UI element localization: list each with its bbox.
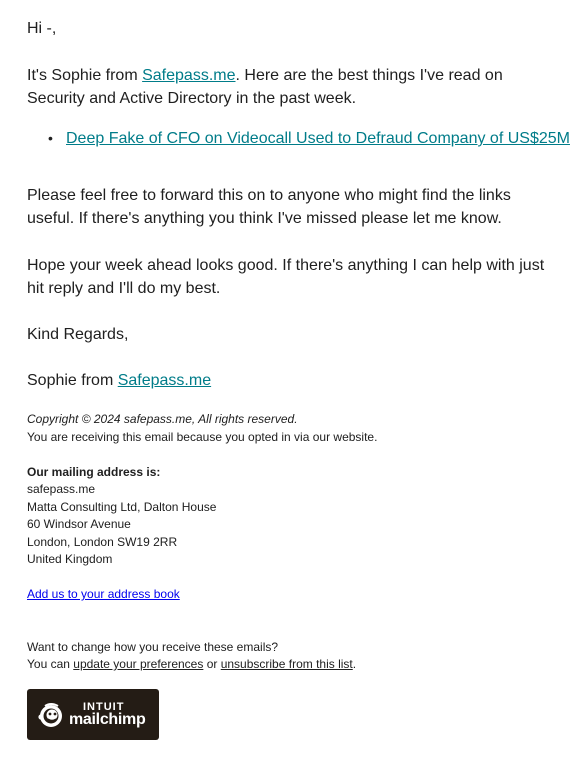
copyright: Copyright © 2024 safepass.me, All rights reserved. (27, 412, 298, 426)
address-line: London, London SW19 2RR (27, 534, 178, 549)
signature-safepass-link[interactable]: Safepass.me (117, 372, 212, 389)
you-can-text: You can (27, 657, 74, 671)
intro-paragraph (27, 64, 557, 110)
update-preferences-link[interactable]: update your preferences (73, 657, 204, 671)
address-line: Matta Consulting Ltd, Dalton House (27, 499, 217, 514)
badge-intuit-text: INTUIT (83, 701, 125, 713)
greeting: Hi -, (27, 20, 57, 37)
email-footer (27, 411, 557, 674)
unsubscribe-link[interactable]: unsubscribe from this list (220, 657, 353, 671)
mailchimp-freddie-icon (36, 700, 67, 731)
forward-paragraph: Please feel free to forward this on to anyone who might find the links useful. If there's anything you think I've missed please let me know. (27, 187, 511, 227)
receiving-reason: You are receiving this email because you opted in via our website. (27, 429, 378, 444)
regards: Kind Regards, (27, 326, 129, 343)
article-link[interactable]: Deep Fake of CFO on Videocall Used to Defraud Company of US$25M (66, 130, 570, 147)
address-line: safepass.me (27, 482, 96, 496)
hope-paragraph: Hope your week ahead looks good. If there's anything I can help with just hit reply and I'll do my best. (27, 257, 545, 297)
mailchimp-badge[interactable] (27, 689, 159, 740)
preferences-line (27, 656, 557, 674)
signature-text: Sophie from (27, 372, 118, 389)
address-line: 60 Windsor Avenue (27, 517, 131, 531)
safepass-link[interactable]: Safepass.me (142, 67, 236, 84)
or-text: or (203, 657, 221, 671)
badge-mailchimp-text: mailchimp (69, 711, 146, 728)
bullet-icon: • (48, 130, 53, 146)
change-question: Want to change how you receive these emails? (27, 639, 279, 654)
signature (27, 369, 557, 392)
mailing-address-heading: Our mailing address is: (27, 464, 161, 479)
add-address-book-link[interactable]: Add us to your address book (27, 587, 180, 601)
intro-text-after: . Here are the best things I've read on Security and Active Directory in the past week. (27, 67, 503, 107)
intro-text-before: It's Sophie from (27, 67, 143, 84)
period-text: . (352, 657, 357, 671)
address-line: United Kingdom (27, 552, 113, 566)
